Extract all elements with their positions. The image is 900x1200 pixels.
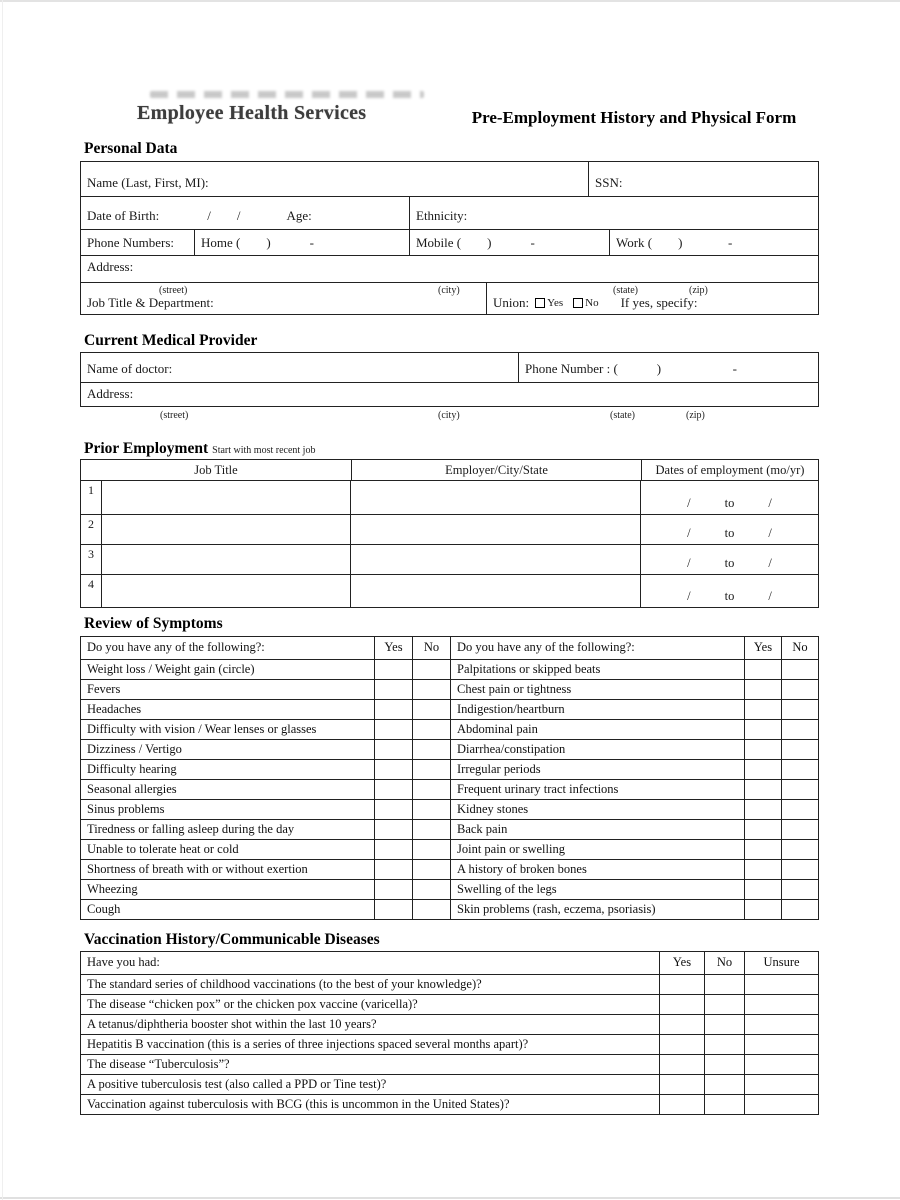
symptom-row: [81, 819, 818, 839]
symptom-label: Seasonal allergies: [87, 782, 177, 796]
symptom-yes-cell[interactable]: [744, 860, 781, 879]
symptom-no-cell[interactable]: [781, 780, 818, 799]
vaccination-no-cell[interactable]: [704, 1095, 744, 1114]
symptom-yes-cell[interactable]: [374, 840, 412, 859]
symptom-label: Abdominal pain: [450, 720, 744, 739]
vaccination-row: [81, 974, 818, 994]
ssn-label: SSN:: [595, 175, 623, 190]
vaccination-no-cell[interactable]: [704, 1015, 744, 1034]
job-title-cell[interactable]: [101, 481, 350, 514]
vaccination-no-cell[interactable]: [704, 1055, 744, 1074]
to-label: to: [724, 496, 735, 510]
vaccination-question: The disease “chicken pox” or the chicken pox vaccine (varicella)?: [87, 997, 418, 1011]
symptom-label: Indigestion/heartburn: [450, 700, 744, 719]
dob-label: Date of Birth:: [87, 208, 160, 223]
row-number: 2: [88, 517, 94, 531]
symptom-row: [81, 679, 818, 699]
vaccination-unsure-cell[interactable]: [744, 1095, 818, 1114]
symptom-label: Palpitations or skipped beats: [450, 660, 744, 679]
doctor-name-label: Name of doctor:: [87, 361, 173, 376]
symptom-no-cell[interactable]: [781, 740, 818, 759]
date-slash: /: [236, 208, 241, 223]
symptom-no-cell[interactable]: [781, 680, 818, 699]
symptom-no-cell[interactable]: [412, 700, 450, 719]
symptom-no-cell[interactable]: [412, 720, 450, 739]
symptom-label: Diarrhea/constipation: [450, 740, 744, 759]
scan-edge-bottom: [0, 1197, 900, 1199]
vaccination-no-cell[interactable]: [704, 975, 744, 994]
dates-cell[interactable]: [640, 515, 818, 544]
street-city-jobtitle-cell[interactable]: [81, 283, 486, 314]
date-slash: /: [687, 496, 691, 510]
vaccination-row: [81, 1054, 818, 1074]
symptom-no-cell[interactable]: [781, 660, 818, 679]
address-field[interactable]: [81, 256, 818, 282]
symptom-no-cell[interactable]: [781, 840, 818, 859]
symptom-no-cell[interactable]: [781, 720, 818, 739]
symptoms-left-yes-header: Yes: [374, 637, 412, 659]
date-slash: /: [687, 526, 691, 540]
date-slash: /: [768, 556, 772, 570]
work-phone-label: Work ( ) -: [616, 234, 733, 250]
work-phone-field[interactable]: [609, 230, 818, 255]
prior-employment-heading: [84, 440, 315, 458]
vaccination-row: [81, 1014, 818, 1034]
prior-employment-subtitle: Start with most recent job: [212, 445, 316, 456]
symptom-row: [81, 699, 818, 719]
vaccination-row: [81, 1034, 818, 1054]
state-label: (state): [610, 410, 635, 421]
symptoms-left-no-header: No: [412, 637, 450, 659]
dates-cell[interactable]: [640, 575, 818, 607]
symptom-label: Difficulty hearing: [87, 762, 177, 776]
vaccination-yes-cell[interactable]: [659, 975, 704, 994]
symptoms-table: [80, 636, 819, 920]
col-header-job-title: Job Title: [194, 463, 238, 477]
dates-cell[interactable]: [640, 545, 818, 574]
symptom-yes-cell[interactable]: [374, 800, 412, 819]
union-label: Union:: [493, 295, 530, 310]
symptom-row: [81, 759, 818, 779]
symptom-no-cell[interactable]: [412, 840, 450, 859]
vaccination-row: [81, 1074, 818, 1094]
union-no-label: No: [585, 297, 599, 309]
redacted-letterhead: [150, 91, 424, 98]
symptom-yes-cell[interactable]: [374, 900, 412, 919]
job-title-label: Job Title & Department:: [87, 295, 214, 310]
vaccination-yes-cell[interactable]: [659, 1015, 704, 1034]
symptom-yes-cell[interactable]: [374, 740, 412, 759]
zip-label: (zip): [689, 285, 708, 296]
scan-edge-left: [2, 0, 3, 1200]
symptom-no-cell[interactable]: [412, 660, 450, 679]
union-yes-label: Yes: [547, 297, 564, 309]
symptom-row: [81, 739, 818, 759]
provider-address-field[interactable]: [81, 383, 818, 406]
provider-address-sublabels: [80, 410, 819, 424]
symptom-yes-cell[interactable]: [744, 720, 781, 739]
prior-employment-table: [80, 459, 819, 608]
vaccination-row: [81, 1094, 818, 1114]
symptom-no-cell[interactable]: [412, 780, 450, 799]
provider-phone-field[interactable]: [518, 353, 818, 382]
vaccination-unsure-cell[interactable]: [744, 1075, 818, 1094]
vaccination-unsure-cell[interactable]: [744, 1015, 818, 1034]
col-header-dates: Dates of employment (mo/yr): [641, 460, 818, 480]
symptom-row: [81, 719, 818, 739]
symptom-row: [81, 839, 818, 859]
symptom-label: Skin problems (rash, eczema, psoriasis): [450, 900, 744, 919]
vaccination-yes-cell[interactable]: [659, 1075, 704, 1094]
symptom-label: Frequent urinary tract infections: [450, 780, 744, 799]
symptom-yes-cell[interactable]: [374, 820, 412, 839]
vaccination-question: Vaccination against tuberculosis with BCG (this is uncommon in the United States)?: [87, 1097, 510, 1111]
organization-logo-text: Employee Health Services: [137, 102, 367, 124]
zip-label: (zip): [686, 410, 705, 421]
phone-numbers-label-cell: [81, 230, 194, 255]
street-label: (street): [159, 285, 188, 296]
symptom-row: [81, 899, 818, 919]
vaccination-question: The standard series of childhood vaccinations (to the best of your knowledge)?: [87, 977, 482, 991]
date-slash: /: [768, 496, 772, 510]
symptom-label: Shortness of breath with or without exertion: [87, 862, 308, 876]
symptom-no-cell[interactable]: [412, 800, 450, 819]
vaccination-no-cell[interactable]: [704, 1075, 744, 1094]
symptom-yes-cell[interactable]: [744, 800, 781, 819]
symptom-row: [81, 799, 818, 819]
personal-data-table: [80, 161, 819, 315]
vaccination-question-header: Have you had:: [87, 955, 160, 969]
state-zip-union-cell: [486, 283, 818, 314]
symptom-yes-cell[interactable]: [374, 760, 412, 779]
vaccination-unsure-cell[interactable]: [744, 1035, 818, 1054]
symptom-no-cell[interactable]: [412, 900, 450, 919]
vaccination-row: [81, 994, 818, 1014]
symptom-yes-cell[interactable]: [374, 780, 412, 799]
symptom-label: Unable to tolerate heat or cold: [87, 842, 239, 856]
job-title-cell[interactable]: [101, 575, 350, 607]
to-label: to: [724, 589, 735, 603]
symptom-yes-cell[interactable]: [744, 760, 781, 779]
city-label: (city): [438, 285, 460, 296]
doctor-name-field[interactable]: [81, 353, 518, 382]
symptom-yes-cell[interactable]: [744, 700, 781, 719]
symptom-label: Difficulty with vision / Wear lenses or glasses: [87, 722, 317, 736]
row-number: 3: [88, 547, 94, 561]
symptoms-right-yes-header: Yes: [744, 637, 781, 659]
symptom-label: A history of broken bones: [450, 860, 744, 879]
to-label: to: [724, 526, 735, 540]
col-header-employer: Employer/City/State: [351, 460, 641, 480]
vaccination-table: [80, 951, 819, 1115]
symptom-no-cell[interactable]: [412, 860, 450, 879]
date-slash: /: [207, 208, 211, 223]
ethnicity-label: Ethnicity:: [416, 208, 468, 223]
vaccination-yes-cell[interactable]: [659, 1055, 704, 1074]
symptom-yes-cell[interactable]: [744, 840, 781, 859]
scan-edge-top: [0, 0, 900, 2]
age-label: Age:: [286, 208, 312, 223]
symptom-yes-cell[interactable]: [744, 820, 781, 839]
vaccination-question: The disease “Tuberculosis”?: [87, 1057, 230, 1071]
provider-address-label: Address:: [87, 386, 134, 401]
symptom-yes-cell[interactable]: [374, 660, 412, 679]
symptom-no-cell[interactable]: [412, 760, 450, 779]
symptom-no-cell[interactable]: [781, 760, 818, 779]
union-no-checkbox[interactable]: [573, 298, 583, 308]
personal-data-heading: Personal Data: [84, 140, 178, 157]
vaccination-question: A positive tuberculosis test (also called a PPD or Tine test)?: [87, 1077, 387, 1091]
name-label: Name (Last, First, MI):: [87, 175, 209, 190]
symptom-no-cell[interactable]: [781, 860, 818, 879]
vaccination-yes-header: Yes: [659, 952, 704, 974]
mobile-phone-field[interactable]: [409, 230, 609, 255]
symptom-no-cell[interactable]: [412, 820, 450, 839]
vaccination-yes-cell[interactable]: [659, 1035, 704, 1054]
name-field[interactable]: [81, 162, 588, 196]
symptom-row: [81, 879, 818, 899]
medical-provider-table: [80, 352, 819, 407]
home-phone-field[interactable]: [194, 230, 409, 255]
job-title-cell[interactable]: [101, 545, 350, 574]
union-specify-label: If yes, specify:: [620, 295, 698, 310]
date-slash: /: [768, 526, 772, 540]
symptom-row: [81, 779, 818, 799]
symptoms-left-question-header: Do you have any of the following?:: [87, 640, 265, 654]
symptoms-right-no-header: No: [781, 637, 818, 659]
symptom-label: Swelling of the legs: [450, 880, 744, 899]
row-number: 1: [88, 483, 94, 497]
symptom-yes-cell[interactable]: [374, 860, 412, 879]
vaccination-heading: Vaccination History/Communicable Diseases: [84, 931, 380, 948]
date-slash: /: [687, 589, 691, 603]
symptom-yes-cell[interactable]: [744, 660, 781, 679]
symptom-label: Chest pain or tightness: [450, 680, 744, 699]
address-label: Address:: [87, 259, 134, 274]
date-slash: /: [768, 589, 772, 603]
ethnicity-field[interactable]: [409, 197, 818, 229]
symptom-yes-cell[interactable]: [374, 680, 412, 699]
employer-cell[interactable]: [350, 545, 640, 574]
symptom-row: [81, 659, 818, 679]
symptom-label: Joint pain or swelling: [450, 840, 744, 859]
prior-employment-title: Prior Employment: [84, 440, 209, 457]
dates-cell[interactable]: [640, 481, 818, 514]
row-number: 4: [88, 577, 94, 591]
symptom-label: Irregular periods: [450, 760, 744, 779]
symptom-yes-cell[interactable]: [744, 880, 781, 899]
vaccination-unsure-cell[interactable]: [744, 1055, 818, 1074]
symptom-label: Back pain: [450, 820, 744, 839]
symptom-label: Weight loss / Weight gain (circle): [87, 662, 255, 676]
symptom-yes-cell[interactable]: [374, 720, 412, 739]
vaccination-question: A tetanus/diphtheria booster shot within the last 10 years?: [87, 1017, 377, 1031]
symptom-label: Wheezing: [87, 882, 138, 896]
provider-phone-label: Phone Number : ( ) -: [525, 361, 737, 376]
vaccination-unsure-cell[interactable]: [744, 995, 818, 1014]
symptom-no-cell[interactable]: [412, 880, 450, 899]
to-label: to: [724, 556, 735, 570]
symptom-no-cell[interactable]: [781, 700, 818, 719]
union-yes-checkbox[interactable]: [535, 298, 545, 308]
symptom-label: Cough: [87, 902, 121, 916]
date-slash: /: [687, 556, 691, 570]
symptoms-heading: Review of Symptoms: [84, 615, 223, 632]
vaccination-yes-cell[interactable]: [659, 1095, 704, 1114]
symptom-no-cell[interactable]: [781, 880, 818, 899]
symptom-label: Kidney stones: [450, 800, 744, 819]
medical-provider-heading: Current Medical Provider: [84, 332, 258, 349]
union-question: [493, 295, 697, 311]
symptom-no-cell[interactable]: [412, 680, 450, 699]
employer-cell[interactable]: [350, 515, 640, 544]
employer-cell[interactable]: [350, 481, 640, 514]
street-label: (street): [160, 410, 189, 421]
symptom-label: Tiredness or falling asleep during the day: [87, 822, 295, 836]
symptom-yes-cell[interactable]: [374, 880, 412, 899]
employer-cell[interactable]: [350, 575, 640, 607]
symptom-yes-cell[interactable]: [744, 740, 781, 759]
vaccination-question: Hepatitis B vaccination (this is a series of three injections spaced several months apart)?: [87, 1037, 529, 1051]
form-title: Pre-Employment History and Physical Form: [471, 108, 797, 127]
vaccination-no-header: No: [704, 952, 744, 974]
phone-numbers-label: Phone Numbers:: [87, 234, 175, 250]
home-phone-label: Home ( ) -: [201, 234, 315, 250]
vaccination-unsure-header: Unsure: [744, 952, 818, 974]
symptom-yes-cell[interactable]: [744, 680, 781, 699]
symptom-no-cell[interactable]: [412, 740, 450, 759]
vaccination-unsure-cell[interactable]: [744, 975, 818, 994]
symptom-yes-cell[interactable]: [744, 780, 781, 799]
symptoms-right-question-header: Do you have any of the following?:: [450, 637, 744, 659]
symptom-no-cell[interactable]: [781, 800, 818, 819]
symptom-no-cell[interactable]: [781, 820, 818, 839]
state-label: (state): [613, 285, 638, 296]
vaccination-no-cell[interactable]: [704, 1035, 744, 1054]
symptom-yes-cell[interactable]: [744, 900, 781, 919]
symptom-label: Sinus problems: [87, 802, 165, 816]
vaccination-yes-cell[interactable]: [659, 995, 704, 1014]
symptom-yes-cell[interactable]: [374, 700, 412, 719]
symptom-no-cell[interactable]: [781, 900, 818, 919]
vaccination-no-cell[interactable]: [704, 995, 744, 1014]
symptom-label: Fevers: [87, 682, 121, 696]
symptom-label: Dizziness / Vertigo: [87, 742, 182, 756]
ssn-field[interactable]: [588, 162, 818, 196]
symptom-row: [81, 859, 818, 879]
symptom-label: Headaches: [87, 702, 142, 716]
mobile-phone-label: Mobile ( ) -: [416, 234, 535, 250]
city-label: (city): [438, 410, 460, 421]
dob-age-field[interactable]: [81, 197, 409, 229]
job-title-cell[interactable]: [101, 515, 350, 544]
